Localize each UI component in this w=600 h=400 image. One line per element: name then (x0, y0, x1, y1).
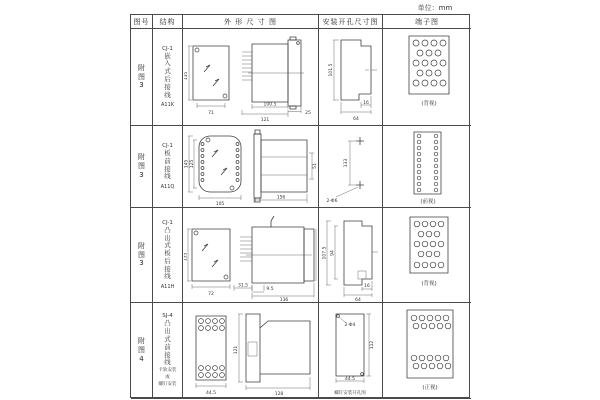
dim-front-h-outer: 145 (184, 159, 189, 168)
dim-front-height: 135 (183, 252, 188, 261)
dim-front-width: 72 (207, 291, 214, 297)
terminal-pins (417, 134, 438, 192)
dim-side-length: 128 (274, 391, 283, 397)
dim-total-width: 121 (260, 117, 269, 123)
terminal-drawing-sj4 (384, 304, 470, 398)
dim-front-h-inner: 125 (189, 159, 195, 168)
row3-outline-cell (183, 208, 319, 303)
dim-gap: 9.5 (265, 286, 274, 292)
dim-mount-width: 44.5 (344, 376, 355, 382)
side-view-body (261, 140, 307, 192)
row1-outline-cell (183, 29, 319, 126)
row2-outline-cell (183, 126, 319, 208)
row4-terminal-cell (383, 303, 471, 399)
side-view-flange (254, 134, 261, 198)
row1-terminal-cell (383, 29, 471, 126)
dim-cutout-height: 101.5 (328, 63, 334, 76)
terminal-pins (411, 315, 451, 369)
dim-front-width: 71 (207, 110, 214, 116)
figure-label: 附图3 (138, 63, 145, 90)
dim-side-length: 156 (276, 195, 285, 200)
terminal-view-label: (正视) (422, 384, 438, 391)
row4-structure-cell (153, 303, 183, 399)
hole-spec-label: 2-Φ6 (326, 198, 337, 204)
model-label: CJ-1 (162, 219, 173, 226)
dim-fin-width: 31.5 (237, 283, 248, 288)
dim-total-length: 136 (279, 297, 288, 302)
dim-h-outer: 107.5 (322, 246, 327, 259)
structure-label: 凸出式前接线 (164, 319, 171, 367)
row3-structure-cell (153, 208, 183, 303)
outline-drawing-sj4 (184, 304, 318, 398)
hole-spec-label: 2-Φ4 (344, 322, 355, 328)
code-label: A11H (160, 284, 175, 291)
dim-front-width: 44.5 (205, 390, 216, 396)
structure-label: 嵌入式后接线 (164, 51, 171, 99)
row2-figure-cell (131, 126, 153, 208)
top-pin (271, 216, 274, 227)
outline-drawing-a11h (184, 209, 318, 302)
header-mounting: 安装开孔尺寸图 (319, 15, 383, 29)
row2-mounting-cell (319, 126, 383, 208)
dim-flange-width: 25 (304, 110, 311, 116)
row3-mounting-cell (319, 208, 383, 303)
terminal-drawing-a11h (384, 209, 470, 302)
front-terminals (198, 318, 224, 377)
dim-front-height: 135 (183, 71, 189, 80)
model-label: SJ-4 (162, 313, 173, 320)
row1-structure-cell (153, 29, 183, 126)
mounting-drawing-a11k (320, 30, 382, 125)
front-view-body (192, 229, 230, 281)
terminal-view-label: (背视) (421, 280, 437, 287)
mounting-caption: 螺钉安装开孔图 (333, 390, 366, 396)
side-body (260, 321, 310, 374)
figure-label: 附图3 (138, 241, 145, 268)
unit-label: 单位：mm (417, 4, 453, 12)
drawing-table (130, 14, 470, 398)
dim-w-small: 16 (363, 283, 370, 289)
row1-mounting-cell (319, 29, 383, 126)
terminal-pins (414, 221, 444, 268)
mounting-drawing-a11h (320, 209, 382, 302)
mount-note-line: 螺钉安装 (158, 381, 177, 387)
header-terminal: 端子图 (383, 15, 471, 29)
dim-hole-spacing: 133 (343, 158, 349, 167)
outline-drawing-a11k (184, 30, 318, 125)
model-label: CJ-1 (162, 45, 173, 52)
mounting-drawing-sj4 (320, 304, 382, 398)
structure-label: 凸出式板后接线 (164, 225, 171, 281)
terminal-drawing-a11k (384, 30, 470, 125)
terminal-view-label: (前视) (420, 198, 436, 205)
row2-structure-cell (153, 126, 183, 208)
front-view-body (199, 136, 241, 192)
row1-figure-cell (131, 29, 153, 126)
header-structure: 结构 (153, 15, 183, 29)
dim-side-height: 51 (312, 162, 318, 169)
outline-drawing-a11q (184, 127, 318, 207)
dim-cutout-width: 64 (352, 116, 359, 122)
row3-terminal-cell (383, 208, 471, 303)
structure-label: 板前接线 (164, 148, 171, 181)
figure-label: 附图3 (138, 153, 145, 179)
front-view-body (193, 46, 229, 100)
side-terminals (201, 142, 239, 181)
dim-w-total: 64 (354, 297, 361, 302)
header-figure-no: 图号 (131, 15, 153, 29)
terminal-pins (413, 40, 446, 86)
terminal-view-label: (背视) (421, 100, 437, 107)
figure-label: 附图4 (138, 337, 145, 363)
dim-front-width: 105 (215, 201, 224, 207)
header-outline: 外 形 尺 寸 图 (183, 15, 319, 29)
dim-body-width: 100.5 (263, 102, 276, 107)
row2-terminal-cell (383, 126, 471, 208)
row4-mounting-cell (319, 303, 383, 399)
mount-note-line: 或 (165, 374, 170, 380)
row3-figure-cell (131, 208, 153, 303)
code-label: A11Q (160, 184, 175, 191)
mounting-drawing-a11q (320, 127, 382, 207)
dim-mount-height: 112 (369, 340, 375, 349)
dim-cutout-small: 16 (362, 100, 369, 106)
screw-mark (213, 79, 219, 86)
dim-side-height: 121 (233, 345, 239, 354)
screw-mark (204, 65, 210, 72)
row4-figure-cell (131, 303, 153, 399)
code-label: A11K (160, 102, 175, 109)
dim-h-inner: 94 (330, 249, 335, 256)
terminal-drawing-a11q (384, 127, 470, 207)
model-label: CJ-1 (162, 142, 173, 149)
row4-outline-cell (183, 303, 319, 399)
mount-note-line: 卡轨安装 (158, 368, 177, 374)
